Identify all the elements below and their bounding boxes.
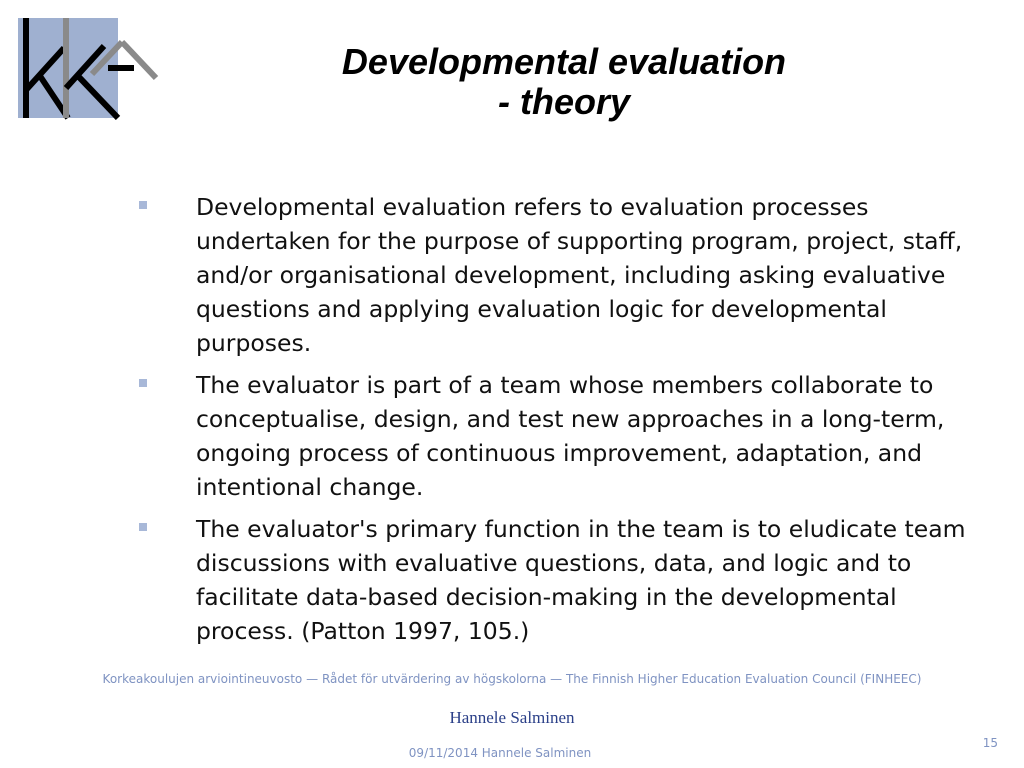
organisation-name-sv: Rådet för utvärdering av högskolorna xyxy=(321,672,547,686)
organisation-name-fi: Korkeakoulujen arviointineuvosto xyxy=(102,672,303,686)
footer-separator: — xyxy=(550,672,563,686)
bullet-item xyxy=(134,368,974,504)
finheec-logo-icon xyxy=(18,18,160,120)
bullet-text: Developmental evaluation refers to evaluation processes undertaken for the purpose of supporting program, project, staff, and/or organisational development, including asking evaluative questions and applying evaluation logic for developmental purposes. xyxy=(196,193,963,357)
bullet-list xyxy=(134,190,974,656)
square-bullet-icon xyxy=(139,379,147,387)
slide-title-line-2: - theory xyxy=(497,81,630,122)
date-author-footer: 09/11/2014 Hannele Salminen xyxy=(408,746,592,760)
slide-title xyxy=(300,42,828,122)
page-number: 15 xyxy=(982,736,998,750)
bullet-item xyxy=(134,190,974,360)
bullet-text: The evaluator's primary function in the team is to eludicate team discussions with evaluative questions, data, and logic and to facilitate data-based decision-making in the developmental process. (Patton 1997, 105.) xyxy=(196,515,966,645)
square-bullet-icon xyxy=(139,201,147,209)
slide-title-line-1: Developmental evaluation xyxy=(341,41,787,82)
bullet-item xyxy=(134,512,974,648)
author-name: Hannele Salminen xyxy=(449,708,575,727)
organisation-name-en: The Finnish Higher Education Evaluation Council (FINHEEC) xyxy=(565,672,922,686)
bullet-text: The evaluator is part of a team whose members collaborate to conceptualise, design, and test new approaches in a long-term, ongoing process of continuous improvement, adaptation, and intentional change. xyxy=(196,371,945,501)
square-bullet-icon xyxy=(139,523,147,531)
footer-separator: — xyxy=(306,672,319,686)
organisation-footer xyxy=(0,672,1024,686)
